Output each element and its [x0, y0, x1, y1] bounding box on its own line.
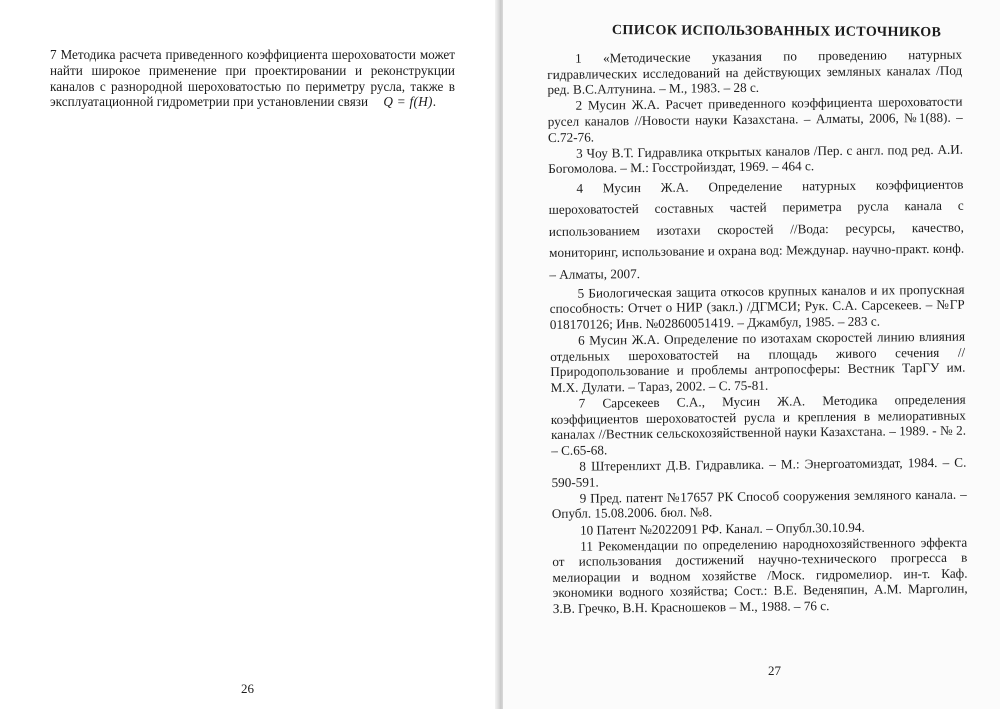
- page-number-left: 26: [241, 681, 254, 696]
- reference-item-1: 1 «Методические указания по проведению натурных гидравлических исследований на действующих земляных каналах /Под ред. В.С.Алтунина. – М., 1983. – 28 с.: [547, 46, 963, 98]
- paragraph-text: 7 Методика расчета приведенного коэффициента шероховатости может найти широкое применение при проектировании и реконструкции каналов с разнородной шероховатостью по периметру русла, также в эксплуатационной гидрометрии при установлении связи: [50, 47, 455, 110]
- reference-item-11: 11 Рекомендации по определению народнохозяйственного эффекта от использования достижений научно-технического прогресса в мелиорации и водном хозяйстве /Моск. гидромелиор. ин-т. Каф. экономики водного хозяйства; Сост.: В.Е. Веденяпин, А.М. Марголин, З.В. Гречко, В.Н. Красношеков – М., 1988. – 76 с.: [552, 534, 968, 617]
- reference-item-10: 10 Патент №2022091 РФ. Канал. – Опубл.30.10.94.: [579, 519, 865, 538]
- conclusion-paragraph: [50, 47, 455, 110]
- left-page: [0, 0, 497, 709]
- reference-item-9: 9 Пред. патент №17657 РК Способ сооружения земляного канала. – Опубл. 15.08.2006. бюл. №8.: [551, 486, 967, 522]
- reference-list: [547, 47, 968, 618]
- reference-item-3: 3 Чоу В.Т. Гидравлика открытых каналов /Пер. с англ. под ред. А.И. Богомолова. – М.: Госстройиздат, 1969. – 464 с.: [548, 141, 964, 177]
- reference-item-7: 7 Сарсекеев С.А., Мусин Ж.А. Методика определения коэффициентов шероховатостей русла и крепления в мелиоративных каналах //Вестник сельскохозяйственной науки Казахстана. – 1989. - № 2. – С.65-68.: [550, 391, 967, 458]
- reference-item-5: 5 Биологическая защита откосов крупных каналов и их пропускная способность: Отчет о НИР (закл.) /ДГМСИ; Рук. С.А. Сарсекеев. – №ГР 018170126; Инв. №02860051419. – Джамбул, 1985. – 283 с.: [549, 281, 965, 332]
- reference-item-2: 2 Мусин Ж.А. Расчет приведенного коэффициента шероховатости русел каналов //Новости науки Казахстана. – Алматы, 2006, №1(88). – С.72-76.: [547, 94, 963, 145]
- reference-item-4: 4 Мусин Ж.А. Определение натурных коэффициентов шероховатостей составных частей периметра русла канала с использованием изотахи скоростей //Вода: ресурсы, качество, мониторинг, использование и охрана вод: Междунар. научно-практ. конф. – Алматы, 2007.: [548, 176, 965, 282]
- paragraph-end: .: [432, 94, 437, 110]
- reference-item-8: 8 Штеренлихт Д.В. Гидравлика. – М.: Энергоатомиздат, 1984. – С. 590-591.: [551, 454, 967, 490]
- formula: Q = f(H): [383, 94, 433, 110]
- references-title: СПИСОК ИСПОЛЬЗОВАННЫХ ИСТОЧНИКОВ: [611, 23, 942, 41]
- page-number-right: 27: [768, 663, 781, 678]
- reference-item-6: 6 Мусин Ж.А. Определение по изотахам скоростей линию влияния отдельных шероховатостей на площадь живого сечения //Природопользование и проблемы антропосферы: Вестник ТарГУ им. М.Х. Дулати. – Тараз, 2002. – С. 75-81.: [550, 328, 966, 395]
